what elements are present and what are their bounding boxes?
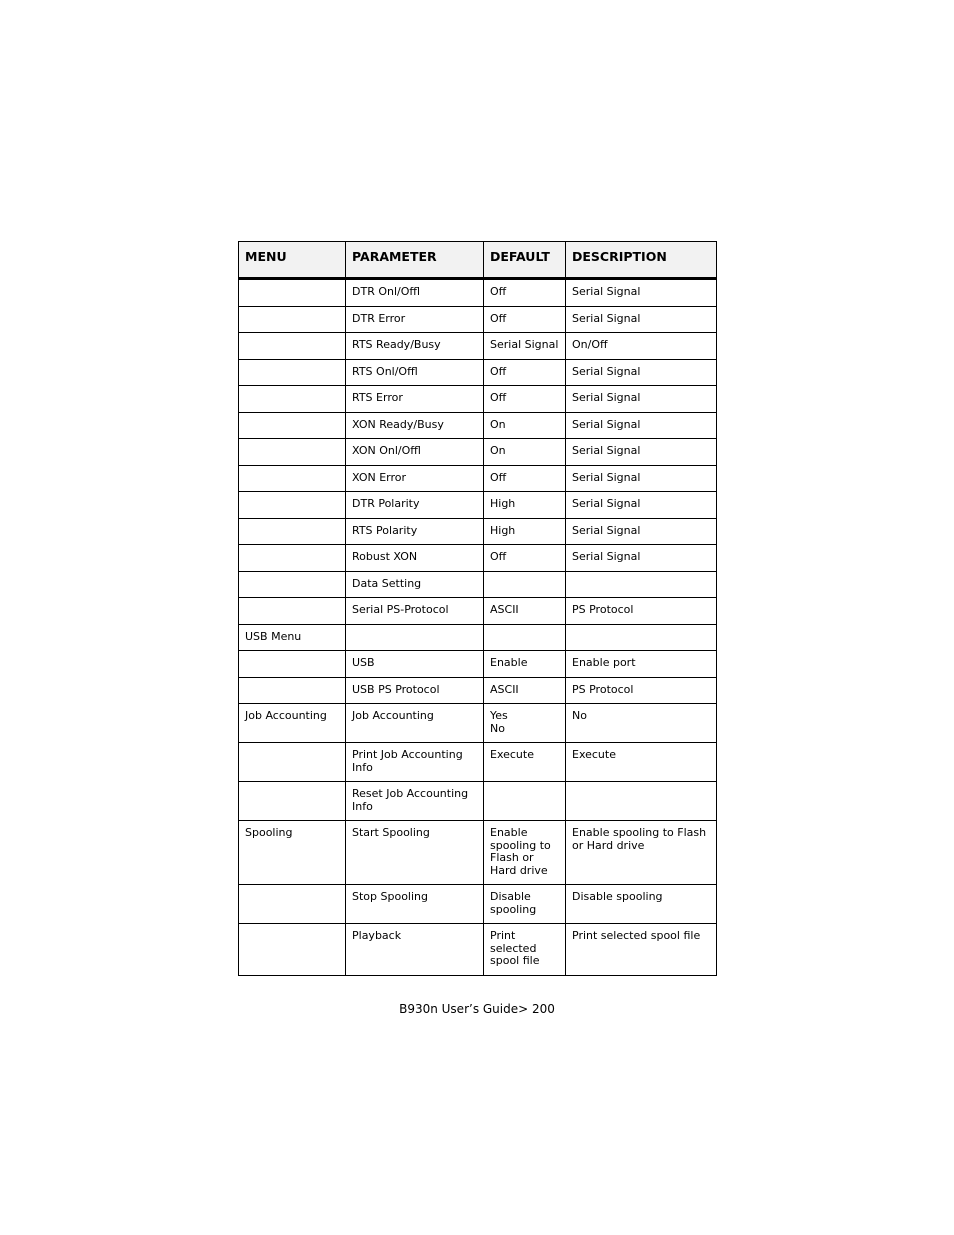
cell-description <box>566 624 717 651</box>
table-row <box>239 885 717 924</box>
cell-default <box>484 571 566 598</box>
cell-default: Print selected spool file <box>484 924 566 976</box>
cell-menu <box>239 465 346 492</box>
table-row <box>239 782 717 821</box>
cell-description <box>566 782 717 821</box>
table-row <box>239 677 717 704</box>
cell-default: Execute <box>484 743 566 782</box>
cell-description <box>566 571 717 598</box>
cell-menu <box>239 924 346 976</box>
cell-parameter: DTR Polarity <box>346 492 484 519</box>
cell-menu: Spooling <box>239 821 346 885</box>
cell-parameter: XON Error <box>346 465 484 492</box>
cell-menu <box>239 333 346 360</box>
cell-description: PS Protocol <box>566 677 717 704</box>
menu-parameter-table <box>238 241 717 976</box>
cell-description: Print selected spool file <box>566 924 717 976</box>
cell-description: Serial Signal <box>566 518 717 545</box>
cell-menu <box>239 677 346 704</box>
table-row <box>239 598 717 625</box>
cell-menu: Job Accounting <box>239 704 346 743</box>
cell-description: Enable spooling to Flash or Hard drive <box>566 821 717 885</box>
cell-default: On <box>484 412 566 439</box>
cell-default <box>484 782 566 821</box>
cell-parameter: Serial PS-Protocol <box>346 598 484 625</box>
cell-parameter: Start Spooling <box>346 821 484 885</box>
cell-description: Serial Signal <box>566 492 717 519</box>
cell-menu <box>239 518 346 545</box>
cell-default: High <box>484 492 566 519</box>
cell-default: On <box>484 439 566 466</box>
cell-menu <box>239 885 346 924</box>
cell-default: ASCII <box>484 598 566 625</box>
cell-default: Enable spooling to Flash or Hard drive <box>484 821 566 885</box>
cell-default: High <box>484 518 566 545</box>
table-row <box>239 651 717 678</box>
cell-description: Serial Signal <box>566 359 717 386</box>
table-row <box>239 704 717 743</box>
cell-default: Off <box>484 359 566 386</box>
cell-description: No <box>566 704 717 743</box>
cell-parameter: Data Setting <box>346 571 484 598</box>
table-row <box>239 279 717 307</box>
cell-default: Off <box>484 306 566 333</box>
table-row <box>239 412 717 439</box>
cell-parameter: Job Accounting <box>346 704 484 743</box>
header-parameter: PARAMETER <box>346 242 484 279</box>
table-row <box>239 545 717 572</box>
cell-description: Serial Signal <box>566 306 717 333</box>
cell-parameter: Robust XON <box>346 545 484 572</box>
cell-description: Serial Signal <box>566 465 717 492</box>
cell-menu <box>239 386 346 413</box>
table-row <box>239 571 717 598</box>
cell-menu <box>239 306 346 333</box>
header-default: DEFAULT <box>484 242 566 279</box>
cell-parameter: RTS Ready/Busy <box>346 333 484 360</box>
cell-description: Serial Signal <box>566 279 717 307</box>
cell-description: Enable port <box>566 651 717 678</box>
cell-menu <box>239 279 346 307</box>
cell-parameter: RTS Error <box>346 386 484 413</box>
table-row <box>239 333 717 360</box>
cell-parameter: Playback <box>346 924 484 976</box>
cell-menu <box>239 439 346 466</box>
cell-menu <box>239 359 346 386</box>
cell-default: Off <box>484 465 566 492</box>
cell-menu <box>239 545 346 572</box>
cell-parameter: Print Job Accounting Info <box>346 743 484 782</box>
table-row <box>239 359 717 386</box>
table-row <box>239 743 717 782</box>
cell-menu <box>239 492 346 519</box>
cell-menu <box>239 782 346 821</box>
cell-menu <box>239 412 346 439</box>
cell-parameter: XON Onl/Offl <box>346 439 484 466</box>
cell-default: Disable spooling <box>484 885 566 924</box>
cell-default: ASCII <box>484 677 566 704</box>
cell-menu <box>239 743 346 782</box>
cell-default: Off <box>484 386 566 413</box>
cell-parameter: Stop Spooling <box>346 885 484 924</box>
cell-description: PS Protocol <box>566 598 717 625</box>
cell-default: Off <box>484 545 566 572</box>
cell-description: Serial Signal <box>566 545 717 572</box>
table-body <box>239 279 717 976</box>
cell-menu <box>239 598 346 625</box>
table-row <box>239 386 717 413</box>
table-row <box>239 924 717 976</box>
cell-parameter: RTS Polarity <box>346 518 484 545</box>
cell-parameter: USB PS Protocol <box>346 677 484 704</box>
table-row <box>239 624 717 651</box>
table-row <box>239 439 717 466</box>
table-row <box>239 821 717 885</box>
cell-description: Execute <box>566 743 717 782</box>
header-description: DESCRIPTION <box>566 242 717 279</box>
cell-parameter: RTS Onl/Offl <box>346 359 484 386</box>
cell-default <box>484 624 566 651</box>
cell-menu <box>239 571 346 598</box>
cell-parameter: Reset Job Accounting Info <box>346 782 484 821</box>
cell-menu: USB Menu <box>239 624 346 651</box>
table-row <box>239 306 717 333</box>
table-header-row <box>239 242 717 279</box>
cell-default: Off <box>484 279 566 307</box>
cell-parameter <box>346 624 484 651</box>
cell-description: Disable spooling <box>566 885 717 924</box>
cell-description: Serial Signal <box>566 386 717 413</box>
cell-parameter: DTR Error <box>346 306 484 333</box>
page-footer: B930n User’s Guide> 200 <box>399 1002 555 1016</box>
cell-description: Serial Signal <box>566 412 717 439</box>
cell-default: Yes No <box>484 704 566 743</box>
cell-description: On/Off <box>566 333 717 360</box>
cell-default: Enable <box>484 651 566 678</box>
cell-parameter: XON Ready/Busy <box>346 412 484 439</box>
table-row <box>239 518 717 545</box>
table-row <box>239 492 717 519</box>
cell-parameter: USB <box>346 651 484 678</box>
table-row <box>239 465 717 492</box>
cell-description: Serial Signal <box>566 439 717 466</box>
cell-parameter: DTR Onl/Offl <box>346 279 484 307</box>
cell-menu <box>239 651 346 678</box>
cell-default: Serial Signal <box>484 333 566 360</box>
header-menu: MENU <box>239 242 346 279</box>
